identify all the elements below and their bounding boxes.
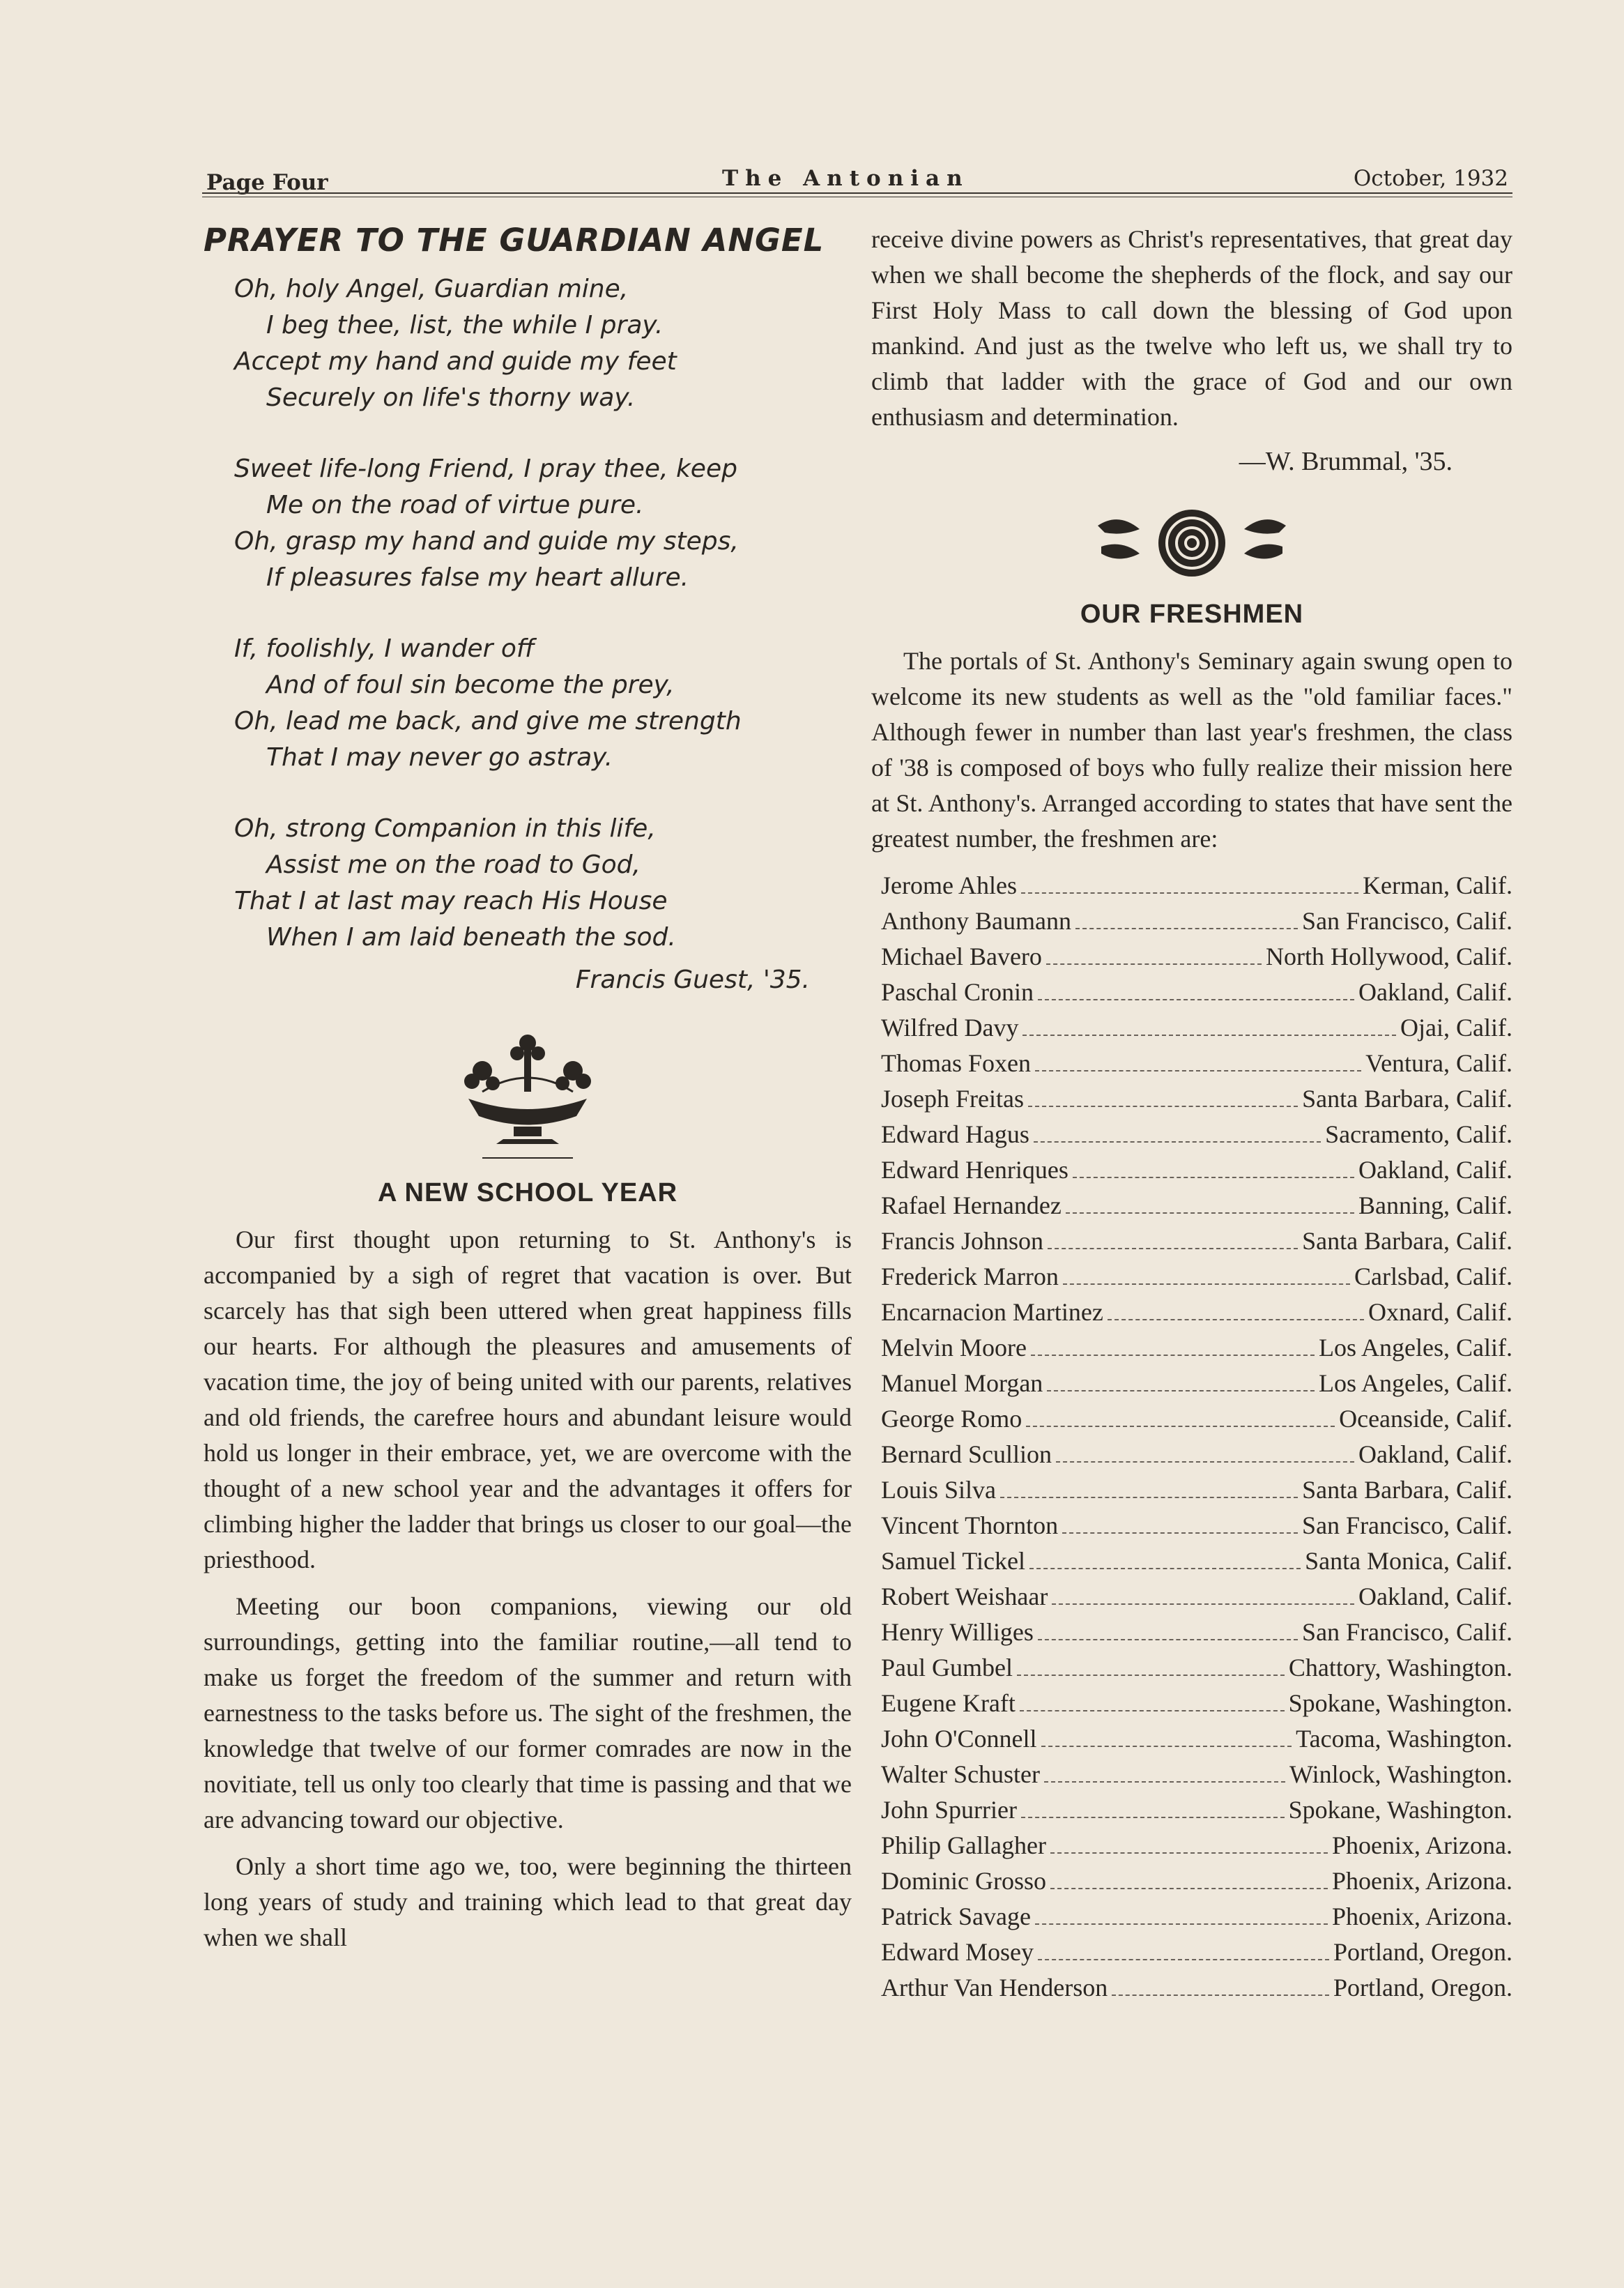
list-item xyxy=(881,1081,1512,1117)
page-number: Page Four xyxy=(206,170,328,195)
freshman-hometown: Carlsbad, Calif. xyxy=(1354,1263,1512,1290)
list-item xyxy=(881,1970,1512,2006)
poem-line: Accept my hand and guide my feet xyxy=(234,347,677,376)
poem-line: I beg thee, list, the while I pray. xyxy=(266,311,664,340)
poem-line: Oh, holy Angel, Guardian mine, xyxy=(234,275,629,303)
fountain-ornament-icon xyxy=(454,1022,601,1161)
poem-author: Francis Guest, '35. xyxy=(575,966,810,994)
freshman-hometown: Phoenix, Arizona. xyxy=(1332,1831,1512,1859)
freshman-name: Louis Silva xyxy=(881,1476,997,1504)
poem-stanza xyxy=(234,271,852,416)
leader-dots xyxy=(1022,1010,1396,1036)
left-column xyxy=(204,222,852,1967)
list-item xyxy=(881,1295,1512,1330)
leader-dots xyxy=(1029,1543,1301,1569)
right-column xyxy=(871,222,1512,2006)
list-item xyxy=(881,1792,1512,1828)
freshmen-title: OUR FRESHMEN xyxy=(1080,600,1304,629)
freshman-hometown: Winlock, Washington. xyxy=(1289,1760,1512,1788)
freshman-name: Francis Johnson xyxy=(881,1227,1043,1255)
freshman-name: Vincent Thornton xyxy=(881,1511,1059,1539)
freshman-name: Patrick Savage xyxy=(881,1902,1031,1930)
freshman-name: Philip Gallagher xyxy=(881,1831,1046,1859)
page-header xyxy=(206,166,1508,195)
leader-dots xyxy=(1062,1508,1298,1534)
list-item xyxy=(881,1721,1512,1757)
freshman-hometown: Oakland, Calif. xyxy=(1358,1582,1512,1610)
school-year-continuation: receive divine powers as Christ's representatives, that great day when we shall become the shepherds of the flock, and say our First Holy Mass to call down the blessing of God upon mankind. And just as the twelve who left us, we shall try to climb that ladder with the grace of God and our own enthusiasm and determination. xyxy=(871,225,1512,431)
freshman-name: Michael Bavero xyxy=(881,943,1042,970)
list-item xyxy=(881,1935,1512,1970)
publication-name: The Antonian xyxy=(722,166,970,191)
poem-line: Me on the road of virtue pure. xyxy=(266,491,644,519)
freshman-name: George Romo xyxy=(881,1405,1022,1433)
freshman-hometown: Sacramento, Calif. xyxy=(1325,1120,1512,1148)
poem-line: Securely on life's thorny way. xyxy=(266,383,636,412)
list-item xyxy=(881,1437,1512,1472)
freshman-hometown: Santa Barbara, Calif. xyxy=(1302,1085,1512,1113)
list-item xyxy=(881,1543,1512,1579)
freshman-hometown: Oceanside, Calif. xyxy=(1339,1405,1512,1433)
freshman-hometown: Ventura, Calif. xyxy=(1365,1049,1512,1077)
freshman-hometown: Phoenix, Arizona. xyxy=(1332,1902,1512,1930)
freshman-name: Eugene Kraft xyxy=(881,1689,1016,1717)
poem-stanza xyxy=(234,631,852,776)
leader-dots xyxy=(1046,939,1262,965)
poem-line: If, foolishly, I wander off xyxy=(234,634,535,663)
school-year-paragraph-1: Our first thought upon returning to St. Anthony's is accompanied by a sigh of regret that vacation is over. But scarcely has that sigh been uttered when great happiness fills our hearts. For although the pleasures and amusements of vacation time, the joy of being united with our parents, relatives and old friends, the carefree hours and abundant leisure would hold us longer in their embrace, yet, we are overcome with the thought of a new school year and the advantages it offers for climbing higher the ladder that brings us closer to our goal—the priesthood. xyxy=(204,1226,852,1573)
list-item xyxy=(881,1579,1512,1615)
leader-dots xyxy=(1021,868,1358,894)
school-year-author: —W. Brummal, '35. xyxy=(1239,447,1453,476)
freshman-name: Arthur Van Henderson xyxy=(881,1974,1108,2001)
freshman-hometown: Oakland, Calif. xyxy=(1358,1156,1512,1184)
freshman-name: Edward Henriques xyxy=(881,1156,1068,1184)
list-item xyxy=(881,1259,1512,1295)
freshman-name: Encarnacion Martinez xyxy=(881,1298,1103,1326)
leader-dots xyxy=(1050,1828,1328,1854)
leader-dots xyxy=(1031,1330,1315,1356)
freshman-name: Manuel Morgan xyxy=(881,1369,1043,1397)
freshman-hometown: Santa Monica, Calif. xyxy=(1305,1547,1512,1575)
freshman-hometown: Oakland, Calif. xyxy=(1358,978,1512,1006)
leader-dots xyxy=(1050,1863,1328,1889)
freshman-hometown: Banning, Calif. xyxy=(1358,1191,1512,1219)
leader-dots xyxy=(1075,903,1298,929)
school-year-paragraph-3: Only a short time ago we, too, were beginning the thirteen long years of study and training which lead to that great day when we shall xyxy=(204,1852,852,1951)
list-item xyxy=(881,1899,1512,1935)
freshman-name: Paul Gumbel xyxy=(881,1654,1013,1681)
list-item xyxy=(881,1010,1512,1046)
freshman-name: Joseph Freitas xyxy=(881,1085,1024,1113)
list-item xyxy=(881,1401,1512,1437)
poem-line: Oh, grasp my hand and guide my steps, xyxy=(234,527,739,556)
list-item xyxy=(881,1686,1512,1721)
leader-dots xyxy=(1035,1899,1328,1925)
poem-line: If pleasures false my heart allure. xyxy=(266,563,689,592)
freshman-name: Dominic Grosso xyxy=(881,1867,1046,1895)
list-item xyxy=(881,1188,1512,1223)
list-item xyxy=(881,1863,1512,1899)
poem-line: When I am laid beneath the sod. xyxy=(266,923,676,952)
poem-title: PRAYER TO THE GUARDIAN ANGEL xyxy=(204,222,825,259)
freshman-name: Frederick Marron xyxy=(881,1263,1059,1290)
freshman-hometown: San Francisco, Calif. xyxy=(1302,907,1512,935)
freshman-hometown: Chattory, Washington. xyxy=(1288,1654,1512,1681)
leader-dots xyxy=(1073,1152,1354,1178)
freshman-name: Wilfred Davy xyxy=(881,1014,1019,1042)
list-item xyxy=(881,1757,1512,1792)
issue-date: October, 1932 xyxy=(1353,166,1508,191)
leader-dots xyxy=(1041,1721,1292,1747)
freshman-name: Melvin Moore xyxy=(881,1334,1027,1362)
freshman-name: Walter Schuster xyxy=(881,1760,1041,1788)
poem-stanza xyxy=(234,811,852,956)
freshman-name: John O'Connell xyxy=(881,1725,1037,1753)
leader-dots xyxy=(1021,1792,1285,1818)
leader-dots xyxy=(1052,1579,1354,1605)
freshman-hometown: Kerman, Calif. xyxy=(1363,871,1512,899)
leader-dots xyxy=(1038,1615,1298,1640)
leader-dots xyxy=(1034,1117,1321,1143)
freshman-hometown: Oxnard, Calif. xyxy=(1368,1298,1512,1326)
freshman-hometown: Santa Barbara, Calif. xyxy=(1302,1227,1512,1255)
header-rule xyxy=(202,192,1512,194)
freshman-name: Samuel Tickel xyxy=(881,1547,1026,1575)
leader-dots xyxy=(1026,1401,1335,1427)
leader-dots xyxy=(1066,1188,1354,1214)
freshman-hometown: Ojai, Calif. xyxy=(1400,1014,1512,1042)
leader-dots xyxy=(1038,975,1354,1000)
freshman-hometown: San Francisco, Calif. xyxy=(1302,1618,1512,1646)
poem-line: Sweet life-long Friend, I pray thee, keep xyxy=(234,455,737,483)
leader-dots xyxy=(1044,1757,1285,1783)
leader-dots xyxy=(1063,1259,1350,1285)
leader-dots xyxy=(1038,1935,1329,1960)
freshman-hometown: Portland, Oregon. xyxy=(1333,1974,1512,2001)
school-year-paragraph-2: Meeting our boon companions, viewing our old surroundings, getting into the familiar routine,—all tend to make us forget the freedom of the summer and return with earnestness to the tasks before us. The sight of the freshmen, the knowledge that twelve of our former comrades are now in the novitiate, tell us only too clearly that time is passing and that we are advancing toward our objective. xyxy=(204,1592,852,1833)
freshmen-intro: The portals of St. Anthony's Seminary again swung open to welcome its new students as well as the "old familiar faces." Although fewer in number than last year's freshmen, the class of '38 is composed of boys who fully realize their mission here at St. Anthony's. Arranged according to states that have sent the greatest number, the freshmen are: xyxy=(871,647,1512,853)
poem-line: That I may never go astray. xyxy=(266,743,613,772)
freshman-name: Henry Williges xyxy=(881,1618,1034,1646)
freshman-name: Robert Weishaar xyxy=(881,1582,1048,1610)
poem-line: Oh, lead me back, and give me strength xyxy=(234,707,742,735)
list-item xyxy=(881,1152,1512,1188)
poem-line: Oh, strong Companion in this life, xyxy=(234,814,656,843)
poem-line: And of foul sin become the prey, xyxy=(266,671,675,699)
freshmen-list xyxy=(881,868,1512,2006)
freshman-hometown: Los Angeles, Calif. xyxy=(1319,1369,1512,1397)
leader-dots xyxy=(1047,1366,1315,1391)
freshman-hometown: San Francisco, Calif. xyxy=(1302,1511,1512,1539)
leader-dots xyxy=(1112,1970,1329,1996)
list-item xyxy=(881,1472,1512,1508)
poem-body xyxy=(204,271,852,956)
freshman-name: Bernard Scullion xyxy=(881,1440,1052,1468)
list-item xyxy=(881,1330,1512,1366)
list-item xyxy=(881,1223,1512,1259)
list-item xyxy=(881,1828,1512,1863)
list-item xyxy=(881,1117,1512,1152)
freshman-name: Jerome Ahles xyxy=(881,871,1017,899)
list-item xyxy=(881,975,1512,1010)
rose-ornament-icon xyxy=(1091,505,1293,581)
leader-dots xyxy=(1048,1223,1298,1249)
freshman-hometown: Oakland, Calif. xyxy=(1358,1440,1512,1468)
freshman-hometown: North Hollywood, Calif. xyxy=(1266,943,1512,970)
list-item xyxy=(881,1650,1512,1686)
list-item xyxy=(881,1615,1512,1650)
freshman-hometown: Spokane, Washington. xyxy=(1288,1796,1512,1824)
leader-dots xyxy=(1108,1295,1364,1320)
list-item xyxy=(881,939,1512,975)
freshman-hometown: Portland, Oregon. xyxy=(1333,1938,1512,1966)
leader-dots xyxy=(1056,1437,1354,1463)
freshman-name: Anthony Baumann xyxy=(881,907,1071,935)
leader-dots xyxy=(1017,1650,1285,1676)
freshman-name: Paschal Cronin xyxy=(881,978,1034,1006)
freshman-name: Thomas Foxen xyxy=(881,1049,1031,1077)
freshman-hometown: Tacoma, Washington. xyxy=(1296,1725,1512,1753)
leader-dots xyxy=(1035,1046,1361,1071)
freshman-hometown: Los Angeles, Calif. xyxy=(1319,1334,1512,1362)
leader-dots xyxy=(1020,1686,1285,1711)
poem-stanza xyxy=(234,451,852,596)
poem-line: Assist me on the road to God, xyxy=(266,851,641,879)
freshman-name: Edward Mosey xyxy=(881,1938,1034,1966)
freshman-hometown: Phoenix, Arizona. xyxy=(1332,1867,1512,1895)
list-item xyxy=(881,1508,1512,1543)
leader-dots xyxy=(1028,1081,1298,1107)
list-item xyxy=(881,1366,1512,1401)
list-item xyxy=(881,903,1512,939)
list-item xyxy=(881,1046,1512,1081)
freshman-name: John Spurrier xyxy=(881,1796,1017,1824)
list-item xyxy=(881,868,1512,903)
poem-line: That I at last may reach His House xyxy=(234,887,668,915)
freshman-name: Rafael Hernandez xyxy=(881,1191,1062,1219)
school-year-title: A NEW SCHOOL YEAR xyxy=(377,1178,678,1207)
freshman-hometown: Spokane, Washington. xyxy=(1288,1689,1512,1717)
freshman-hometown: Santa Barbara, Calif. xyxy=(1302,1476,1512,1504)
freshman-name: Edward Hagus xyxy=(881,1120,1029,1148)
leader-dots xyxy=(1000,1472,1298,1498)
